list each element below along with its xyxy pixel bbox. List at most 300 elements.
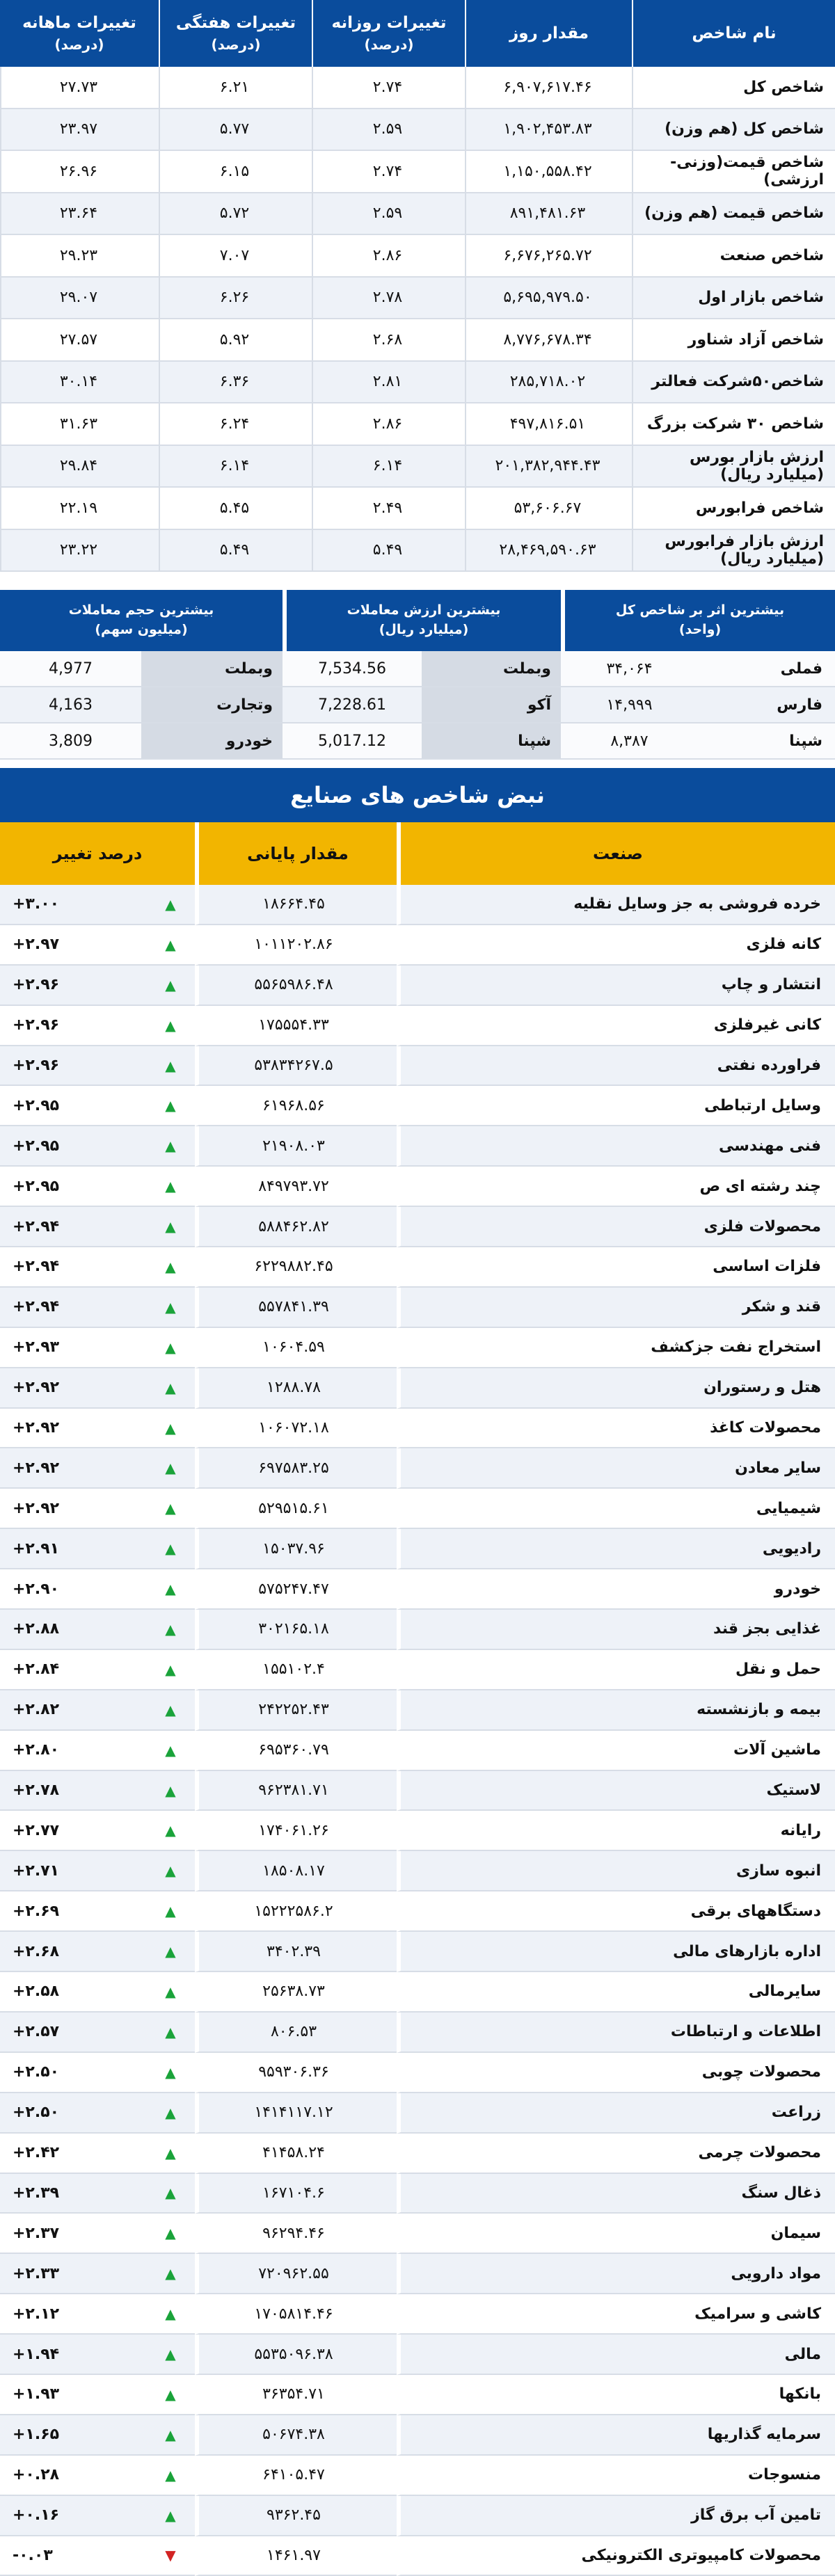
- industry-sector-name: اطلاعات و ارتباطات: [397, 2013, 835, 2053]
- triangle-up-icon: ▲: [165, 1379, 176, 1396]
- industry-change-wrap: [0, 1500, 195, 1517]
- industry-row: [0, 1569, 835, 1610]
- index-weekly-change: ۵.۹۲: [159, 319, 312, 362]
- index-name: شاخص قیمت(وزنی-ارزشی): [632, 151, 835, 193]
- header-day-value: مقدار روز: [465, 0, 632, 67]
- industry-change-cell: [0, 2456, 195, 2496]
- triangle-up-icon: ▲: [165, 1903, 176, 1920]
- industry-percent-change: +۱.۶۵: [13, 2426, 60, 2444]
- triangle-up-icon: ▲: [165, 976, 176, 993]
- industry-change-cell: [0, 2415, 195, 2456]
- industry-change-cell: [0, 1328, 195, 1368]
- industry-change-wrap: [0, 1822, 195, 1839]
- industry-row: [0, 1891, 835, 1932]
- industry-percent-change: +۲.۹۵: [13, 1137, 60, 1155]
- industry-final-value: ۱۰۶۰۴.۵۹: [195, 1328, 397, 1368]
- industry-sector-name: قند و شکر: [397, 1288, 835, 1328]
- index-monthly-change: ۲۷.۷۳: [0, 67, 159, 109]
- index-weekly-change: ۵.۷۲: [159, 193, 312, 236]
- industry-final-value: ۶۴۱۰۵.۴۷: [195, 2456, 397, 2496]
- index-row: [0, 278, 835, 320]
- top-volume-amount: 4,977: [0, 651, 141, 687]
- industry-percent-change: +۰.۲۸: [13, 2466, 60, 2484]
- industry-row: [0, 1932, 835, 1972]
- industry-change-cell: [0, 1126, 195, 1167]
- industry-change-cell: [0, 2254, 195, 2294]
- index-weekly-change: ۷.۰۷: [159, 235, 312, 278]
- index-row: [0, 446, 835, 488]
- industry-change-cell: [0, 1731, 195, 1771]
- industry-percent-change: +۲.۹۲: [13, 1419, 60, 1437]
- triangle-up-icon: ▲: [165, 1540, 176, 1558]
- industry-change-wrap: [0, 1097, 195, 1114]
- industry-change-wrap: [0, 2104, 195, 2121]
- top-value-symbol: وبملت: [422, 651, 561, 687]
- industry-change-cell: [0, 1448, 195, 1489]
- triangle-up-icon: ▲: [165, 1741, 176, 1759]
- index-row: [0, 193, 835, 236]
- industry-sector-name: رادیویی: [397, 1529, 835, 1569]
- industry-final-value: ۶۱۹۶۸.۵۶: [195, 1086, 397, 1126]
- index-monthly-change: ۲۹.۰۷: [0, 278, 159, 320]
- industry-percent-change: +۲.۹۲: [13, 1459, 60, 1477]
- triangle-up-icon: ▲: [165, 1701, 176, 1718]
- industry-row: [0, 2496, 835, 2536]
- top-impact-symbol: فملی: [698, 651, 835, 687]
- industry-final-value: ۱۵۰۳۷.۹۶: [195, 1529, 397, 1569]
- industry-sector-name: کانه فلزی: [397, 925, 835, 966]
- industry-percent-change: +۲.۶۸: [13, 1942, 60, 1960]
- index-row: [0, 488, 835, 530]
- industry-final-value: ۱۷۵۵۵۴.۳۳: [195, 1006, 397, 1046]
- index-daily-change: ۲.۶۸: [312, 319, 465, 362]
- industry-row: [0, 2134, 835, 2174]
- index-monthly-change: ۲۳.۶۴: [0, 193, 159, 236]
- industry-row: [0, 2456, 835, 2496]
- industry-table-header: [0, 822, 835, 885]
- industry-change-cell: [0, 1489, 195, 1529]
- industry-row: [0, 1247, 835, 1288]
- industry-final-value: ۱۷۴۰۶۱.۲۶: [195, 1811, 397, 1851]
- index-day-value: ۱,۹۰۲,۴۵۳.۸۳: [465, 109, 632, 152]
- triangle-up-icon: ▲: [165, 1258, 176, 1275]
- index-weekly-change: ۶.۱۴: [159, 446, 312, 488]
- index-table-header: [0, 0, 835, 67]
- index-daily-change: ۲.۷۴: [312, 151, 465, 193]
- triangle-up-icon: ▲: [165, 1338, 176, 1356]
- index-name: شاخص کل (هم وزن): [632, 109, 835, 152]
- industry-change-cell: [0, 2174, 195, 2214]
- index-daily-change: ۲.۸۶: [312, 403, 465, 446]
- header-top-volume: بیشترین حجم معاملات (میلیون سهم): [0, 590, 283, 651]
- industry-row: [0, 1448, 835, 1489]
- industry-percent-change: +۲.۳۷: [13, 2224, 60, 2242]
- header-top-impact: بیشترین اثر بر شاخص کل (واحد): [561, 590, 835, 651]
- triangle-up-icon: ▲: [165, 2144, 176, 2161]
- industry-change-cell: [0, 2536, 195, 2576]
- industry-final-value: ۹۳۶۲.۴۵: [195, 2496, 397, 2536]
- industry-percent-change: +۲.۷۷: [13, 1821, 60, 1839]
- industry-row: [0, 2214, 835, 2254]
- industry-banner-title: نبض شاخص های صنایع: [0, 768, 835, 822]
- industry-percent-change: +۲.۵۸: [13, 1983, 60, 2001]
- industry-percent-change: +۲.۶۹: [13, 1902, 60, 1920]
- industry-final-value: ۱۴۶۱.۹۷: [195, 2536, 397, 2576]
- industry-final-value: ۷۲۰۹۶۲.۵۵: [195, 2254, 397, 2294]
- industry-change-wrap: [0, 1379, 195, 1396]
- industry-change-wrap: [0, 2385, 195, 2403]
- industry-sector-name: خودرو: [397, 1569, 835, 1610]
- industry-percent-change: +۲.۳۳: [13, 2264, 60, 2282]
- triangle-up-icon: ▲: [165, 1057, 176, 1074]
- industry-change-wrap: [0, 1782, 195, 1799]
- industry-row: [0, 2013, 835, 2053]
- industry-row: [0, 1126, 835, 1167]
- top-value-amount: 7,228.61: [283, 687, 422, 723]
- industry-final-value: ۵۵۷۸۴۱.۳۹: [195, 1288, 397, 1328]
- industry-sector-name: محصولات کاغذ: [397, 1409, 835, 1449]
- industry-row: [0, 1328, 835, 1368]
- industry-percent-change: +۲.۷۸: [13, 1782, 60, 1800]
- top-volume-symbol: وتجارت: [141, 687, 283, 723]
- industry-change-cell: [0, 1288, 195, 1328]
- industry-sector-name: ماشین آلات: [397, 1731, 835, 1771]
- industry-percent-change: +۱.۹۳: [13, 2385, 60, 2403]
- industry-percent-change: +۲.۹۲: [13, 1379, 60, 1397]
- industry-table: [0, 822, 835, 2576]
- industry-change-cell: [0, 1247, 195, 1288]
- industry-final-value: ۵۷۵۲۴۷.۴۷: [195, 1569, 397, 1610]
- industry-sector-name: زراعت: [397, 2093, 835, 2134]
- header-top-value: بیشترین ارزش معاملات (میلیارد ریال): [283, 590, 561, 651]
- industry-change-cell: [0, 1207, 195, 1247]
- index-daily-change: ۲.۸۶: [312, 235, 465, 278]
- industry-change-wrap: [0, 1903, 195, 1920]
- index-day-value: ۲۸۵,۷۱۸.۰۲: [465, 362, 632, 404]
- index-weekly-change: ۵.۷۷: [159, 109, 312, 152]
- industry-percent-change: +۱.۹۴: [13, 2345, 60, 2363]
- industry-row: [0, 966, 835, 1006]
- industry-change-cell: [0, 2214, 195, 2254]
- top-ranking-header: [0, 590, 835, 651]
- index-day-value: ۲۰۱,۳۸۲,۹۴۴.۴۳: [465, 446, 632, 488]
- index-table: [0, 0, 835, 572]
- triangle-up-icon: ▲: [165, 2265, 176, 2282]
- triangle-up-icon: ▲: [165, 1862, 176, 1880]
- triangle-up-icon: ▲: [165, 1298, 176, 1315]
- industry-change-cell: [0, 1891, 195, 1932]
- industry-change-cell: [0, 1086, 195, 1126]
- industry-percent-change: +۲.۸۸: [13, 1620, 60, 1638]
- industry-row: [0, 885, 835, 925]
- industry-row: [0, 2093, 835, 2134]
- index-weekly-change: ۶.۲۶: [159, 278, 312, 320]
- index-row: [0, 319, 835, 362]
- industry-row: [0, 1046, 835, 1087]
- index-weekly-change: ۶.۲۱: [159, 67, 312, 109]
- index-row: [0, 530, 835, 573]
- industry-sector-name: خرده فروشی به جز وسایل نقلیه: [397, 885, 835, 925]
- industry-final-value: ۱۲۸۸.۷۸: [195, 1368, 397, 1409]
- triangle-up-icon: ▲: [165, 1097, 176, 1114]
- industry-change-wrap: [0, 2023, 195, 2040]
- industry-change-wrap: [0, 1661, 195, 1678]
- industry-sector-name: غذایی بجز قند: [397, 1610, 835, 1650]
- index-day-value: ۸,۷۷۶,۶۷۸.۳۴: [465, 319, 632, 362]
- industry-row: [0, 1086, 835, 1126]
- top-volume-amount: 4,163: [0, 687, 141, 723]
- industry-sector-name: انتشار و چاپ: [397, 966, 835, 1006]
- industry-change-cell: [0, 1167, 195, 1207]
- index-weekly-change: ۵.۴۵: [159, 488, 312, 530]
- triangle-up-icon: ▲: [165, 2506, 176, 2524]
- industry-sector-name: محصولات چوبی: [397, 2053, 835, 2093]
- industry-row: [0, 1851, 835, 1891]
- index-daily-change: ۵.۴۹: [312, 530, 465, 573]
- industry-change-wrap: [0, 1258, 195, 1275]
- index-day-value: ۴۹۷,۸۱۶.۵۱: [465, 403, 632, 446]
- industry-row: [0, 1690, 835, 1731]
- industry-change-wrap: [0, 2225, 195, 2242]
- index-day-value: ۸۹۱,۴۸۱.۶۳: [465, 193, 632, 236]
- industry-percent-change: +۲.۴۲: [13, 2144, 60, 2162]
- industry-row: [0, 1650, 835, 1690]
- header-sector: صنعت: [397, 822, 835, 885]
- industry-row: [0, 2174, 835, 2214]
- index-day-value: ۵,۶۹۵,۹۷۹.۵۰: [465, 278, 632, 320]
- index-monthly-change: ۳۱.۶۳: [0, 403, 159, 446]
- industry-percent-change: +۳.۰۰: [13, 895, 60, 913]
- index-monthly-change: ۲۳.۲۲: [0, 530, 159, 573]
- industry-final-value: ۵۵۳۵۰۹۶.۳۸: [195, 2335, 397, 2375]
- top-impact-symbol: شپنا: [698, 723, 835, 760]
- index-row: [0, 235, 835, 278]
- industry-final-value: ۲۱۹۰۸.۰۳: [195, 1126, 397, 1167]
- top-impact-value: ۸,۳۸۷: [561, 723, 698, 760]
- industry-percent-change: +۲.۹۷: [13, 936, 60, 954]
- top-ranking-table: [0, 590, 835, 760]
- industry-change-cell: [0, 1046, 195, 1087]
- industry-row: [0, 1409, 835, 1449]
- index-name: شاخص صنعت: [632, 235, 835, 278]
- industry-sector-name: محصولات چرمی: [397, 2134, 835, 2174]
- industry-percent-change: +۲.۹۵: [13, 1096, 60, 1114]
- industry-percent-change: +۲.۵۷: [13, 2023, 60, 2041]
- industry-percent-change: +۲.۹۴: [13, 1217, 60, 1235]
- industry-percent-change: +۲.۸۴: [13, 1661, 60, 1679]
- industry-sector-name: اداره بازارهای مالی: [397, 1932, 835, 1972]
- index-row: [0, 151, 835, 193]
- industry-sector-name: لاستیک: [397, 1771, 835, 1811]
- header-percent-change: درصد تغییر: [0, 822, 195, 885]
- industry-sector-name: محصولات کامپیوتری الکترونیکی: [397, 2536, 835, 2576]
- industry-sector-name: رایانه: [397, 1811, 835, 1851]
- industry-final-value: ۱۶۷۱۰۴.۶: [195, 2174, 397, 2214]
- index-day-value: ۱,۱۵۰,۵۵۸.۴۲: [465, 151, 632, 193]
- industry-percent-change: +۲.۹۶: [13, 1057, 60, 1074]
- index-weekly-change: ۶.۳۶: [159, 362, 312, 404]
- triangle-up-icon: ▲: [165, 1016, 176, 1034]
- industry-change-cell: [0, 2013, 195, 2053]
- industry-change-cell: [0, 2093, 195, 2134]
- industry-change-cell: [0, 1650, 195, 1690]
- index-monthly-change: ۳۰.۱۴: [0, 362, 159, 404]
- triangle-up-icon: ▲: [165, 936, 176, 953]
- industry-change-wrap: [0, 1943, 195, 1960]
- index-monthly-change: ۲۹.۲۳: [0, 235, 159, 278]
- industry-row: [0, 1167, 835, 1207]
- industry-sector-name: استخراج نفت جزکشف: [397, 1328, 835, 1368]
- industry-row: [0, 1811, 835, 1851]
- industry-row: [0, 2375, 835, 2415]
- header-weekly-change: تغییرات هفتگی (درصد): [159, 0, 312, 67]
- top-ranking-row: [0, 651, 835, 687]
- top-impact-symbol: فارس: [698, 687, 835, 723]
- industry-change-wrap: [0, 1540, 195, 1558]
- index-name: ارزش بازار فرابورس (میلیارد ریال): [632, 530, 835, 573]
- industry-change-cell: [0, 885, 195, 925]
- index-name: شاخص قیمت (هم وزن): [632, 193, 835, 236]
- industry-sector-name: کانی غیرفلزی: [397, 1006, 835, 1046]
- industry-change-cell: [0, 1851, 195, 1891]
- industry-change-wrap: [0, 1620, 195, 1638]
- triangle-up-icon: ▲: [165, 2346, 176, 2362]
- industry-row: [0, 1207, 835, 1247]
- triangle-up-icon: ▲: [165, 2104, 176, 2121]
- industry-row: [0, 1006, 835, 1046]
- index-name: شاخص فرابورس: [632, 488, 835, 530]
- industry-change-wrap: [0, 976, 195, 993]
- industry-row: [0, 925, 835, 966]
- industry-change-wrap: [0, 1741, 195, 1759]
- industry-change-wrap: [0, 2426, 195, 2443]
- industry-sector-name: محصولات فلزی: [397, 1207, 835, 1247]
- industry-change-wrap: [0, 1016, 195, 1034]
- industry-sector-name: بیمه و بازنشسته: [397, 1690, 835, 1731]
- index-row: [0, 362, 835, 404]
- industry-change-cell: [0, 2335, 195, 2375]
- index-row: [0, 403, 835, 446]
- industry-change-cell: [0, 966, 195, 1006]
- industry-change-wrap: [0, 1298, 195, 1315]
- industry-row: [0, 1529, 835, 1569]
- index-daily-change: ۲.۴۹: [312, 488, 465, 530]
- industry-final-value: ۱۰۶۰۷۲.۱۸: [195, 1409, 397, 1449]
- industry-sector-name: دستگاههای برقی: [397, 1891, 835, 1932]
- industry-sector-name: کاشی و سرامیک: [397, 2294, 835, 2335]
- industry-percent-change: +۲.۳۹: [13, 2184, 60, 2202]
- industry-percent-change: +۰.۱۶: [13, 2506, 60, 2525]
- header-index-name: نام شاخص: [632, 0, 835, 67]
- triangle-up-icon: ▲: [165, 2426, 176, 2443]
- industry-final-value: ۵۳۸۳۴۲۶۷.۵: [195, 1046, 397, 1087]
- industry-final-value: ۱۰۱۱۲۰۲.۸۶: [195, 925, 397, 966]
- industry-change-cell: [0, 1409, 195, 1449]
- index-monthly-change: ۲۳.۹۷: [0, 109, 159, 152]
- triangle-up-icon: ▲: [165, 1218, 176, 1235]
- industry-percent-change: +۲.۹۰: [13, 1580, 60, 1598]
- industry-change-wrap: [0, 1581, 195, 1598]
- index-weekly-change: ۶.۲۴: [159, 403, 312, 446]
- industry-percent-change: -۰.۰۳: [13, 2546, 53, 2564]
- industry-change-cell: [0, 1569, 195, 1610]
- triangle-up-icon: ▲: [165, 895, 176, 913]
- industry-change-cell: [0, 2134, 195, 2174]
- industry-change-cell: [0, 2375, 195, 2415]
- industry-sector-name: سایر معادن: [397, 1448, 835, 1489]
- index-name: شاخص کل: [632, 67, 835, 109]
- industry-change-cell: [0, 2294, 195, 2335]
- index-name: شاخص ۳۰ شرکت بزرگ: [632, 403, 835, 446]
- index-monthly-change: ۲۹.۸۴: [0, 446, 159, 488]
- industry-change-wrap: [0, 1983, 195, 2000]
- index-day-value: ۶,۶۷۶,۲۶۵.۷۲: [465, 235, 632, 278]
- industry-row: [0, 1489, 835, 1529]
- industry-row: [0, 2294, 835, 2335]
- industry-change-wrap: [0, 936, 195, 953]
- header-monthly-change: تغییرات ماهانه (درصد): [0, 0, 159, 67]
- industry-final-value: ۹۶۲۹۴.۴۶: [195, 2214, 397, 2254]
- industry-change-wrap: [0, 1701, 195, 1718]
- index-daily-change: ۶.۱۴: [312, 446, 465, 488]
- triangle-up-icon: ▲: [165, 1661, 176, 1678]
- industry-sector-name: منسوجات: [397, 2456, 835, 2496]
- index-monthly-change: ۲۲.۱۹: [0, 488, 159, 530]
- industry-row: [0, 1771, 835, 1811]
- index-name: شاخص۵۰شرکت فعالتر: [632, 362, 835, 404]
- index-day-value: ۲۸,۴۶۹,۵۹۰.۶۳: [465, 530, 632, 573]
- industry-percent-change: +۲.۸۲: [13, 1701, 60, 1719]
- industry-final-value: ۸۰۶.۵۳: [195, 2013, 397, 2053]
- top-value-symbol: شپنا: [422, 723, 561, 760]
- triangle-down-icon: ▼: [165, 2547, 176, 2564]
- industry-change-wrap: [0, 1419, 195, 1437]
- industry-sector-name: بانکها: [397, 2375, 835, 2415]
- industry-row: [0, 1288, 835, 1328]
- triangle-up-icon: ▲: [165, 2225, 176, 2242]
- industry-final-value: ۵۵۶۵۹۸۶.۴۸: [195, 966, 397, 1006]
- industry-final-value: ۵۲۹۵۱۵.۶۱: [195, 1489, 397, 1529]
- industry-change-wrap: [0, 2547, 195, 2564]
- industry-sector-name: سیمان: [397, 2214, 835, 2254]
- industry-change-cell: [0, 1610, 195, 1650]
- index-row: [0, 67, 835, 109]
- industry-sector-name: ذغال سنگ: [397, 2174, 835, 2214]
- triangle-up-icon: ▲: [165, 1581, 176, 1598]
- industry-percent-change: +۲.۸۰: [13, 1741, 60, 1759]
- industry-final-value: ۳۶۳۵۴.۷۱: [195, 2375, 397, 2415]
- triangle-up-icon: ▲: [165, 1459, 176, 1477]
- index-name: شاخص بازار اول: [632, 278, 835, 320]
- triangle-up-icon: ▲: [165, 1620, 176, 1638]
- industry-percent-change: +۲.۵۰: [13, 2104, 60, 2122]
- industry-row: [0, 1610, 835, 1650]
- industry-change-wrap: [0, 1057, 195, 1074]
- triangle-up-icon: ▲: [165, 1983, 176, 2000]
- index-day-value: ۶,۹۰۷,۶۱۷.۴۶: [465, 67, 632, 109]
- index-weekly-change: ۵.۴۹: [159, 530, 312, 573]
- industry-change-cell: [0, 1690, 195, 1731]
- industry-sector-name: فلزات اساسی: [397, 1247, 835, 1288]
- industry-change-cell: [0, 1972, 195, 2013]
- top-volume-symbol: خودرو: [141, 723, 283, 760]
- industry-row: [0, 2254, 835, 2294]
- industry-final-value: ۳۴۰۲.۳۹: [195, 1932, 397, 1972]
- industry-change-wrap: [0, 895, 195, 913]
- triangle-up-icon: ▲: [165, 1943, 176, 1960]
- triangle-up-icon: ▲: [165, 2305, 176, 2323]
- industry-final-value: ۸۴۹۷۹۳.۷۲: [195, 1167, 397, 1207]
